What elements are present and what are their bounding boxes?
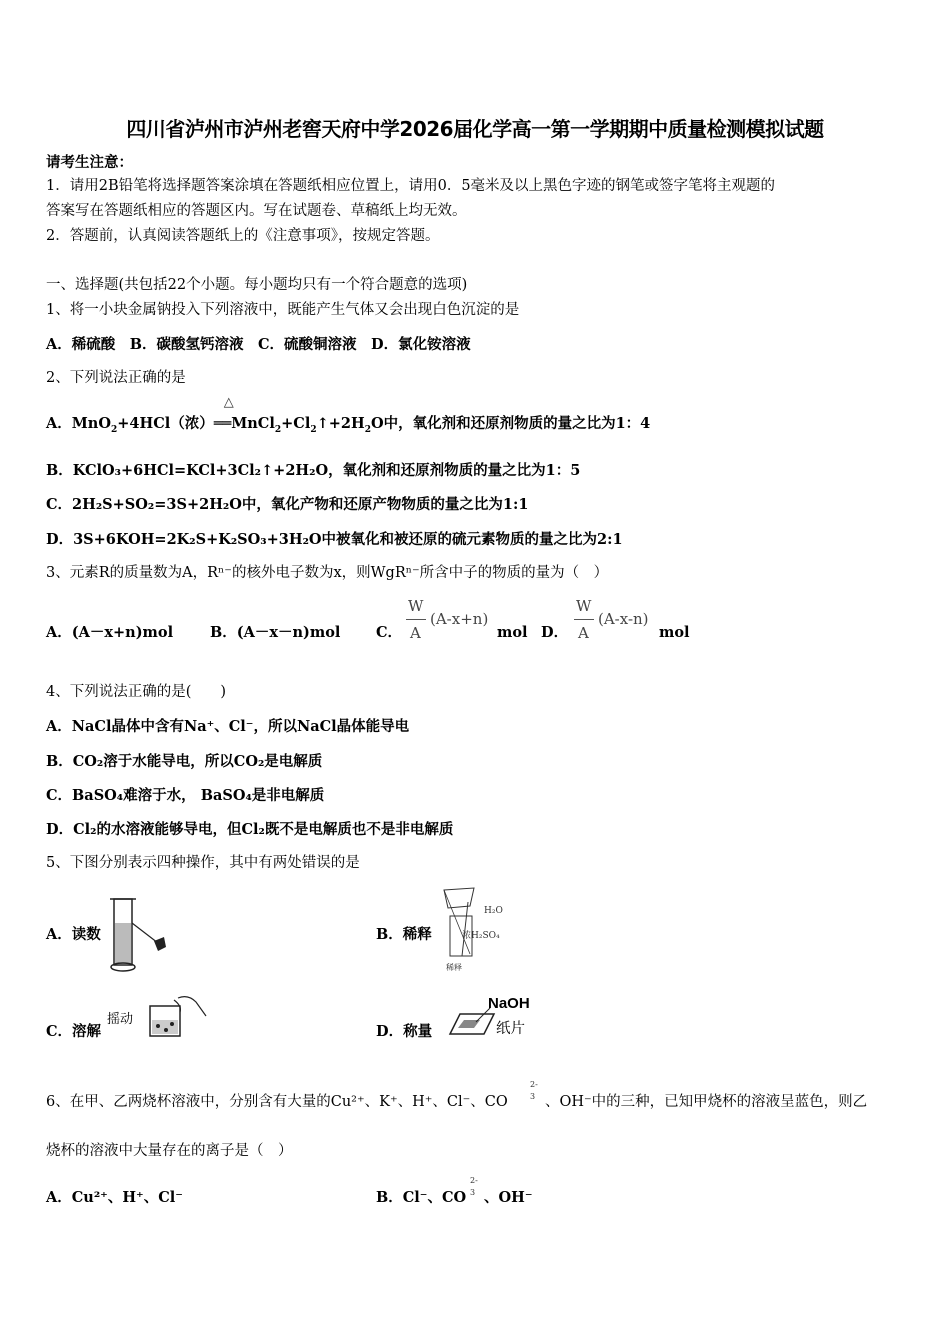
notice-heading: 请考生注意：: [46, 154, 133, 171]
q4-option-a: A．NaCl晶体中含有Na⁺、Cl⁻，所以NaCl晶体能导电: [46, 718, 410, 735]
q3-d-frac-bar: [574, 619, 594, 620]
q3-option-c-label: C．: [376, 624, 403, 641]
fig-b-water-label: H₂O: [484, 906, 503, 916]
q5-option-a: A．读数: [46, 926, 101, 943]
q5-stem: 5、下图分别表示四种操作，其中有两处错误的是: [46, 855, 360, 871]
q6-option-b-pre: B．Cl⁻、CO: [376, 1189, 467, 1206]
fig-dissolve-beaker: [144, 992, 210, 1040]
heat-triangle: △: [223, 395, 234, 410]
q6-option-b-post: 、OH⁻: [484, 1189, 533, 1206]
heat-equals: △ ══: [213, 395, 234, 432]
q5-option-d: D．称量: [376, 1023, 433, 1040]
q5-option-b: B．稀释: [376, 926, 432, 943]
q4-option-c: C．BaSO₄难溶于水， BaSO₄是非电解质: [46, 787, 325, 804]
fig-d-naoh-label: NaOH: [488, 995, 530, 1012]
page-title: 四川省泸州市泸州老窖天府中学2026届化学高一第一学期期中质量检测模拟试题: [126, 117, 824, 141]
q6-b-sub3: 3: [470, 1188, 476, 1197]
q3-c-frac-bar: [406, 619, 426, 620]
q6-option-a: A．Cu²⁺、H⁺、Cl⁻: [46, 1189, 183, 1206]
q3-option-b: B．(A－x－n)mol: [210, 624, 341, 641]
fig-b-caption: 稀释: [446, 963, 462, 972]
fig-b-acid-label: 浓H₂SO₄: [462, 931, 500, 941]
q3-option-d-label: D．: [541, 624, 569, 641]
notice-item-2: 2．答题前，认真阅读答题纸上的《注意事项》，按规定答题。: [46, 228, 440, 244]
q6-stem-a: [46, 1094, 508, 1111]
fig-d-paper-label: 纸片: [496, 1021, 525, 1037]
q6-charge: 2-: [530, 1080, 538, 1089]
q1-options: A．稀硫酸 B．碳酸氢钙溶液 C．硫酸铜溶液 D．氯化铵溶液: [46, 336, 471, 353]
q3-d-unit: mol: [659, 624, 690, 641]
notice-item-1b: 答案写在答题纸相应的答题区内。写在试题卷、草稿纸上均无效。: [46, 203, 467, 219]
q2-stem: 2、下列说法正确的是: [46, 370, 186, 386]
q3-stem: 3、元素R的质量数为A，Rⁿ⁻的核外电子数为x，则WgRⁿ⁻所含中子的物质的量为（ ）: [46, 565, 609, 581]
q2-option-b: B．KClO₃+6HCl=KCl+3Cl₂↑+2H₂O，氧化剂和还原剂物质的量之比为1：5: [46, 462, 581, 479]
q2-a-mid4: ↑+2H: [316, 415, 365, 432]
q3-d-frac-num: W: [576, 597, 592, 615]
q6-stem-c: 烧杯的溶液中大量存在的离子是（ ）: [46, 1143, 293, 1159]
q6-stem-b: 、OH⁻中的三种，已知甲烧杯的溶液呈蓝色，则乙: [545, 1094, 868, 1110]
q2-a-post: O中，氧化剂和还原剂物质的量之比为1：4: [370, 415, 651, 432]
q3-c-frac-num: W: [408, 597, 424, 615]
q3-d-frac-den: A: [578, 624, 589, 642]
fig-c-label: 摇动: [107, 1012, 134, 1027]
q6-stem-a-text: 6、在甲、乙两烧杯溶液中，分别含有大量的Cu²⁺、K⁺、H⁺、Cl⁻、CO: [46, 1094, 508, 1110]
notice-item-1a: 1．请用2B铅笔将选择题答案涂填在答题纸相应位置上，请用0．5毫米及以上黑色字迹的钢笔或签字笔将主观题的: [46, 178, 776, 194]
fig-reading-cylinder: [108, 895, 170, 973]
q4-stem: 4、下列说法正确的是( ): [46, 684, 227, 700]
q5-option-c: C．溶解: [46, 1023, 102, 1040]
q3-c-expr: (A-x+n): [430, 610, 489, 628]
q3-option-a: A．(A－x+n)mol: [46, 624, 174, 641]
q2-option-c: C．2H₂S+SO₂=3S+2H₂O中，氧化产物和还原产物物质的量之比为1:1: [46, 496, 529, 513]
q2-option-a: A．MnO$_2$+4HCl（浓） △ $══MnCl_2+Cl_2↑+2H_2O$中，氧化剂和还原剂物质的量之比为1：4: [46, 395, 651, 435]
q6-sub3: 3: [530, 1092, 536, 1101]
q4-option-d: D．Cl₂的水溶液能够导电，但Cl₂既不是电解质也不是非电解质: [46, 821, 454, 838]
q4-option-b: B．CO₂溶于水能导电，所以CO₂是电解质: [46, 753, 323, 770]
q2-a-mid2: MnCl: [231, 415, 275, 432]
q1-stem: 1、将一小块金属钠投入下列溶液中，既能产生气体又会出现白色沉淀的是: [46, 302, 520, 318]
q2-a-pre: A．MnO: [46, 415, 111, 432]
q2-a-mid1: +4HCl（浓）: [117, 415, 214, 432]
q3-d-expr: (A-x-n): [598, 610, 649, 628]
fig-weighing-paper: [446, 1008, 498, 1038]
q2-option-d: D．3S+6KOH=2K₂S+K₂SO₃+3H₂O中被氧化和被还原的硫元素物质的量之比为2:1: [46, 531, 623, 548]
q3-c-frac-den: A: [410, 624, 421, 642]
q6-b-charge: 2-: [470, 1176, 478, 1185]
q2-a-mid3: +Cl: [281, 415, 311, 432]
section-heading: 一、选择题(共包括22个小题。每小题均只有一个符合题意的选项): [46, 277, 468, 293]
q3-c-unit: mol: [497, 624, 528, 641]
